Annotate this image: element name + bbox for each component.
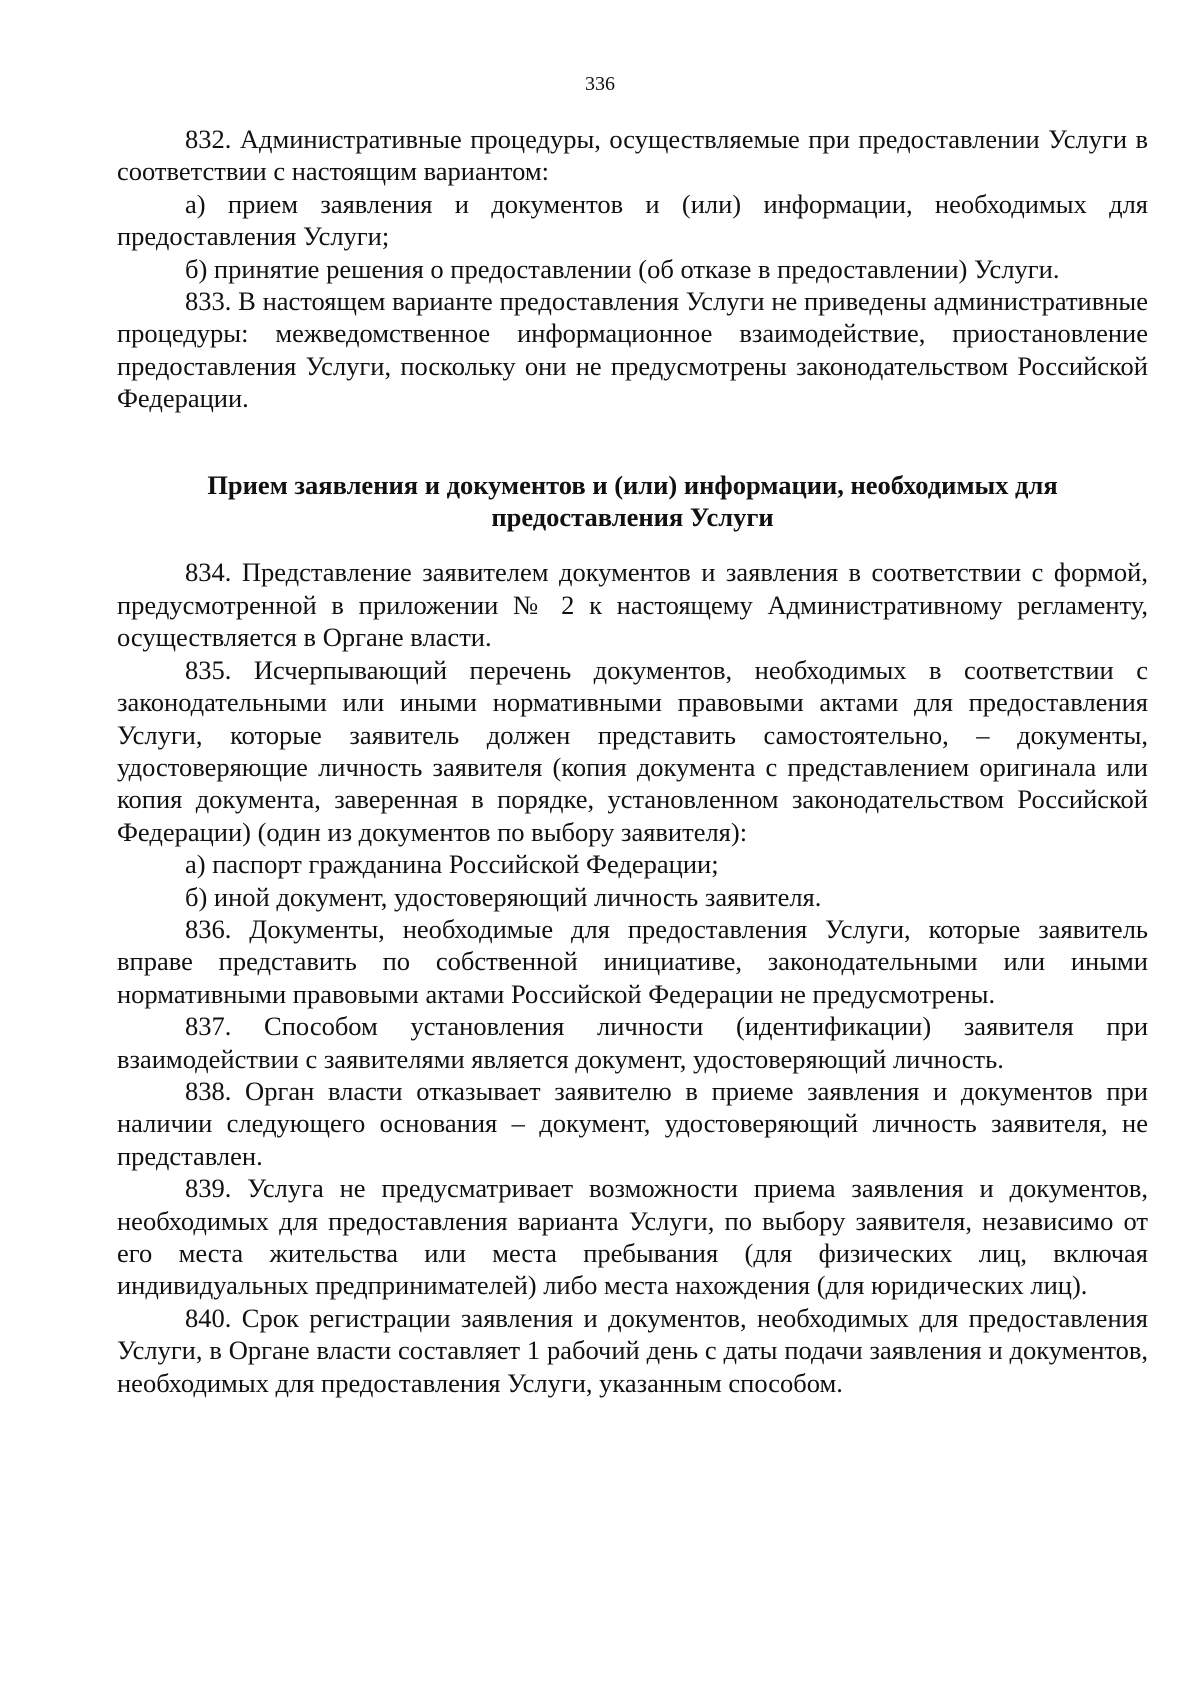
list-item-b-procedure: б) принятие решения о предоставлении (об отказе в предоставлении) Услуги. (185, 253, 1060, 284)
paragraph-834: 834. Представление заявителем документов и заявления в соответствии с формой, предусмотренной в приложении № 2 к настоящему Административному регламенту, осуществляется в Органе власти. (117, 557, 1148, 653)
paragraph-836: 836. Документы, необходимые для предоставления Услуги, которые заявитель вправе представить по собственной инициативе, законодательными или иными нормативными правовыми актами Российской Федерации не предусмотрены. (117, 913, 1148, 1009)
page-number: 336 (585, 73, 615, 95)
paragraph-838: 838. Орган власти отказывает заявителю в приеме заявления и документов при наличии следующего основания – документ, удостоверяющий личность заявителя, не представлен. (117, 1075, 1148, 1171)
list-item-a-procedure: а) прием заявления и документов и (или) информации, необходимых для предоставления Услуги; (117, 188, 1148, 252)
paragraph-837: 837. Способом установления личности (идентификации) заявителя при взаимодействии с заявителями является документ, удостоверяющий личность. (117, 1011, 1148, 1074)
paragraph-833: 833. В настоящем варианте предоставления Услуги не приведены административные процедуры: межведомственное информационное взаимодействие, приостановление предоставления Услуги, поскольку они не предусмотрены законодательством Российской Федерации. (117, 286, 1148, 414)
section-heading: Прием заявления и документов и (или) информации, необходимых для предоставления Услуги (207, 469, 1058, 533)
list-item-a-passport: а) паспорт гражданина Российской Федерации; (185, 849, 719, 880)
list-item-b-other-document: б) иной документ, удостоверяющий личность заявителя. (185, 881, 822, 912)
paragraph-839: 839. Услуга не предусматривает возможности приема заявления и документов, необходимых для предоставления варианта Услуги, по выбору заявителя, независимо от его места жительства или места пребывания (для физических лиц, включая индивидуальных предпринимателей) либо места нахождения (для юридических лиц). (117, 1173, 1148, 1301)
paragraph-840: 840. Срок регистрации заявления и документов, необходимых для предоставления Услуги, в Органе власти составляет 1 рабочий день с даты подачи заявления и документов, необходимых для предоставления Услуги, указанным способом. (117, 1302, 1148, 1398)
paragraph-835: 835. Исчерпывающий перечень документов, необходимых в соответствии с законодательными или иными нормативными правовыми актами для предоставления Услуги, которые заявитель должен представить самостоятельно, – документы, удостоверяющие личность заявителя (копия документа с представлением оригинала или копия документа, заверенная в порядке, установленном законодательством Российской Федерации) (один из документов по выбору заявителя): (117, 654, 1148, 847)
document-body (117, 123, 1148, 1399)
paragraph-832: 832. Административные процедуры, осуществляемые при предоставлении Услуги в соответствии с настоящим вариантом: (117, 124, 1148, 187)
